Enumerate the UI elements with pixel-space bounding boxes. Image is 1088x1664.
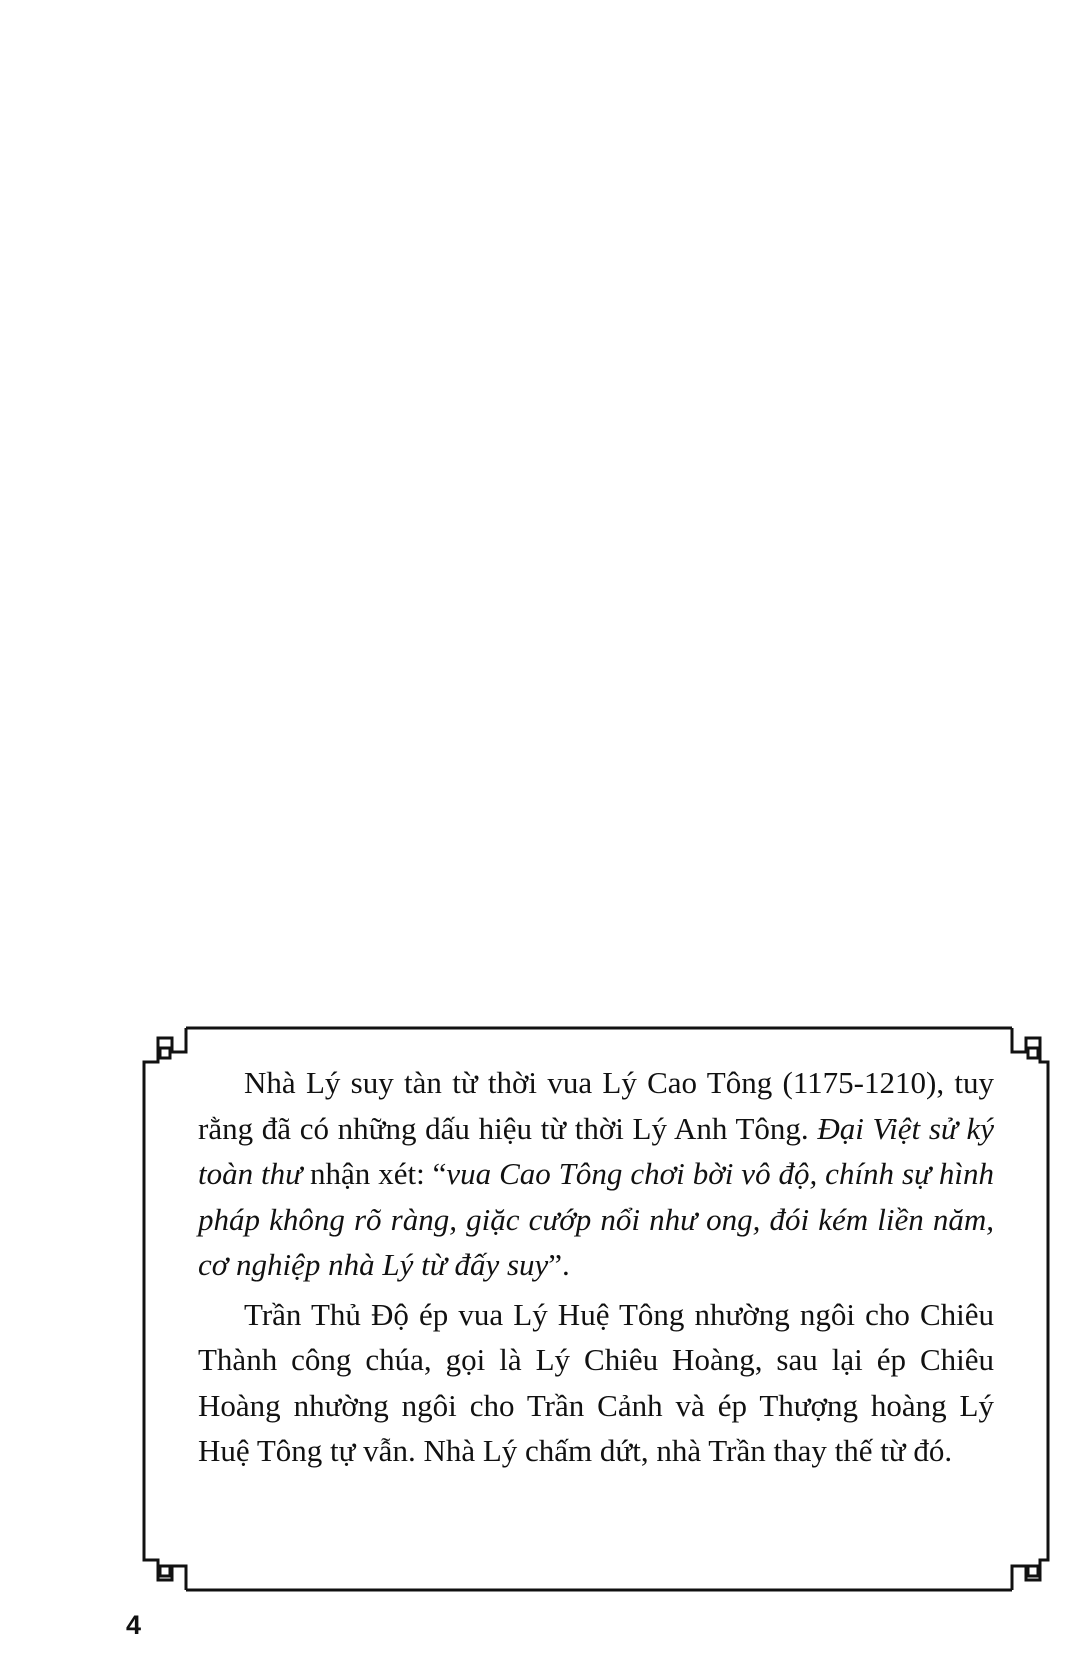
paragraph-tran-thu-do: Trần Thủ Độ ép vua Lý Huệ Tông nhường ngôi cho Chiêu Thành công chúa, gọi là Lý Chiêu Hoàng, sau lại ép Chiêu Hoàng nhường ngôi cho Trần Cảnh và ép Thượng hoàng Lý Huệ Tông tự vẫn. Nhà Lý chấm dứt, nhà Trần thay thế từ đó. <box>198 1296 994 1468</box>
corner-ornament-bottom-right <box>1012 1550 1048 1590</box>
paragraph1-text: ”. <box>548 1247 570 1282</box>
boxed-text <box>198 1060 994 1474</box>
paragraph-decline-of-ly <box>198 1060 994 1288</box>
book-title: Đại Việt sử ký toàn thư <box>198 1110 994 1191</box>
paragraph1-text: nhận xét: “ <box>302 1156 447 1191</box>
corner-ornament-top-left <box>144 1028 186 1072</box>
corner-ornament-bottom-left <box>144 1550 186 1590</box>
paragraph1-text: Nhà Lý suy tàn từ thời vua Lý Cao Tông (1175-1210), tuy rằng đã có những dấu hiệu từ thời Lý Anh Tông. <box>198 1065 994 1146</box>
corner-ornament-top-right <box>1012 1028 1048 1072</box>
quotation: vua Cao Tông chơi bời vô độ, chính sự hình pháp không rõ ràng, giặc cướp nổi như ong, đói kém liền năm, cơ nghiệp nhà Lý từ đấy suy <box>198 1156 995 1282</box>
page-number: 4 <box>126 1610 142 1640</box>
